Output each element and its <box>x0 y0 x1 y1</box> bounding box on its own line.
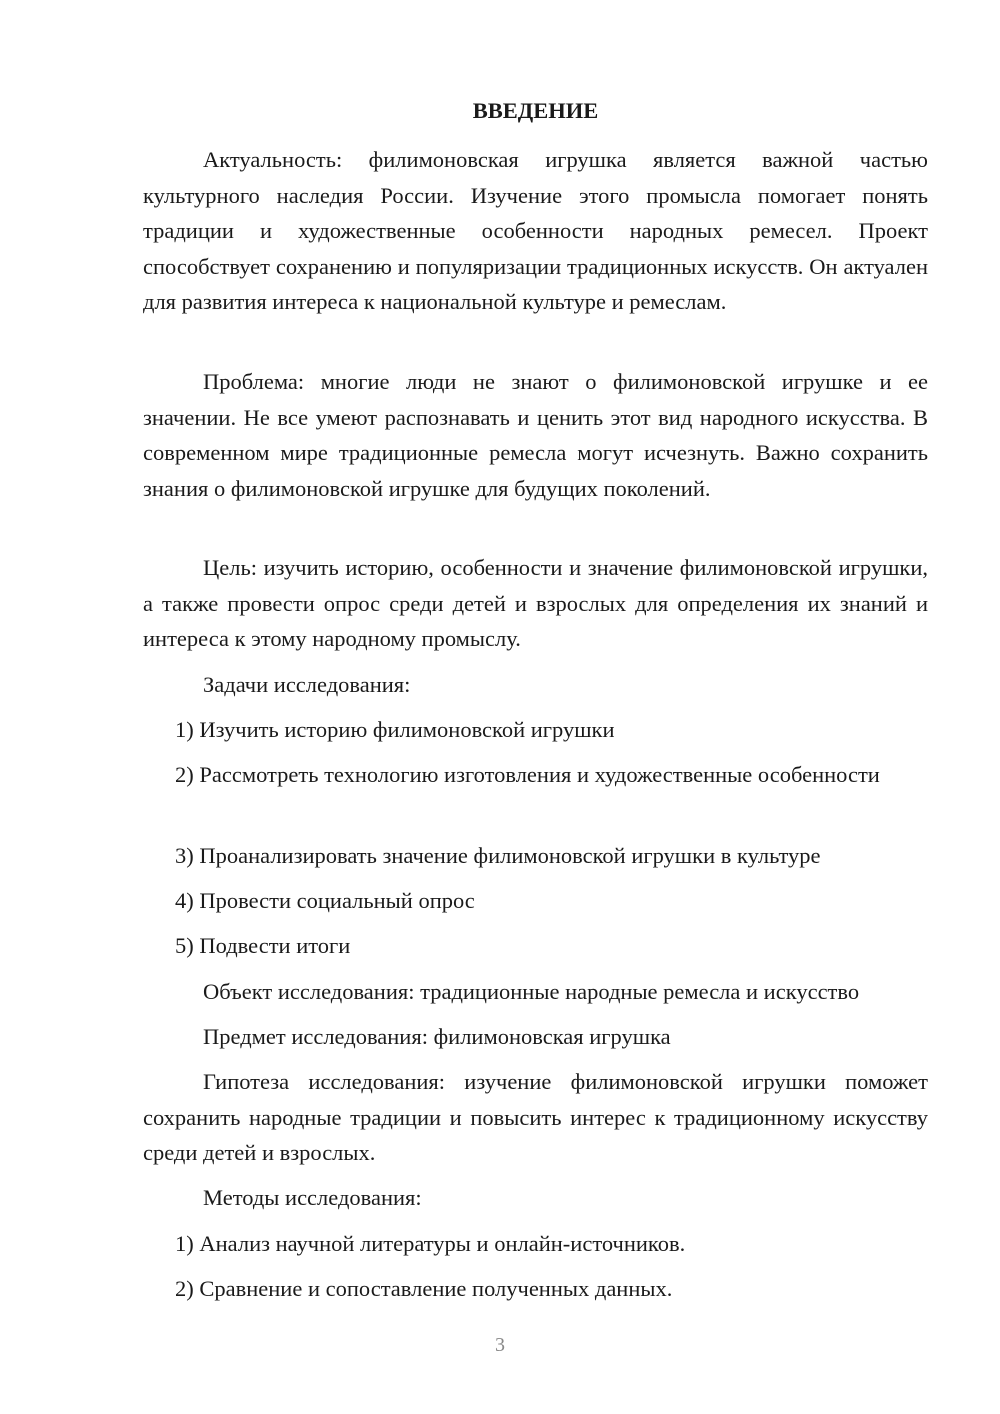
page-number: 3 <box>495 1334 505 1356</box>
task-item-1: 1) Изучить историю филимоновской игрушки <box>175 717 615 742</box>
task-item-4: 4) Провести социальный опрос <box>175 888 475 913</box>
method-item-1: 1) Анализ научной литературы и онлайн-источников. <box>175 1231 686 1256</box>
hypothesis-paragraph: Гипотеза исследования: изучение филимоновской игрушки поможет сохранить народные традиции и повысить интерес к традиционному искусству среди детей и взрослых. <box>143 1069 928 1165</box>
task-item-5: 5) Подвести итоги <box>175 933 351 958</box>
task-item-3: 3) Проанализировать значение филимоновской игрушки в культуре <box>175 843 821 868</box>
method-item-2: 2) Сравнение и сопоставление полученных данных. <box>175 1276 673 1301</box>
methods-heading: Методы исследования: <box>203 1185 422 1210</box>
page-title: ВВЕДЕНИЕ <box>472 98 599 123</box>
goal-paragraph: Цель: изучить историю, особенности и значение филимоновской игрушки, а также провести опрос среди детей и взрослых для определения их знаний и интереса к этому народному промыслу. <box>143 555 928 651</box>
problem-paragraph: Проблема: многие люди не знают о филимоновской игрушке и ее значении. Не все умеют распознавать и ценить этот вид народного искусства. В современном мире традиционные ремесла могут исчезнуть. Важно сохранить знания о филимоновской игрушке для будущих поколений. <box>143 369 928 501</box>
research-subject: Предмет исследования: филимоновская игрушка <box>203 1024 671 1049</box>
research-object: Объект исследования: традиционные народные ремесла и искусство <box>203 979 860 1004</box>
tasks-heading: Задачи исследования: <box>203 672 411 697</box>
relevance-paragraph: Актуальность: филимоновская игрушка является важной частью культурного наследия России. Изучение этого промысла помогает понять традиции и художественные особенности народных ремесел. Проект способствует сохранению и популяризации традиционных искусств. Он актуален для развития интереса к национальной культуре и ремеслам. <box>143 147 928 314</box>
task-item-2: 2) Рассмотреть технологию изготовления и художественные особенности <box>175 762 880 787</box>
